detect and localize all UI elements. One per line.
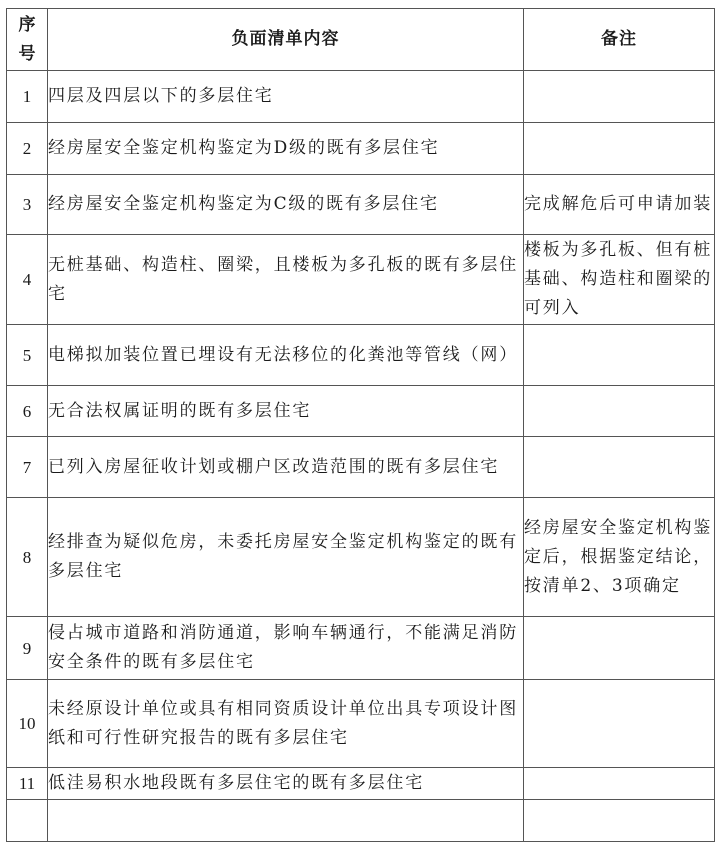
row-number: 1 (7, 71, 48, 123)
row-remark (524, 386, 715, 437)
row-remark: 经房屋安全鉴定机构鉴定后，根据鉴定结论，按清单2、3项确定 (524, 498, 715, 617)
table-row (7, 437, 715, 498)
row-remark (524, 680, 715, 768)
row-remark (524, 71, 715, 123)
row-content: 已列入房屋征收计划或棚户区改造范围的既有多层住宅 (48, 437, 524, 498)
row-number: 7 (7, 437, 48, 498)
row-number: 10 (7, 680, 48, 768)
header-content: 负面清单内容 (48, 9, 524, 71)
row-number: 3 (7, 175, 48, 235)
table-row (7, 768, 715, 800)
table-row (7, 71, 715, 123)
row-number: 9 (7, 617, 48, 680)
row-number: 6 (7, 386, 48, 437)
row-remark (524, 800, 715, 842)
row-content: 低洼易积水地段既有多层住宅的既有多层住宅 (48, 768, 524, 800)
row-remark (524, 437, 715, 498)
row-content: 经房屋安全鉴定机构鉴定为C级的既有多层住宅 (48, 175, 524, 235)
header-remark: 备注 (524, 9, 715, 71)
table-row (7, 680, 715, 768)
row-content: 无桩基础、构造柱、圈梁，且楼板为多孔板的既有多层住宅 (48, 235, 524, 325)
row-content (48, 800, 524, 842)
row-content: 未经原设计单位或具有相同资质设计单位出具专项设计图纸和可行性研究报告的既有多层住宅 (48, 680, 524, 768)
row-remark (524, 617, 715, 680)
row-remark (524, 325, 715, 386)
table-row (7, 617, 715, 680)
table-row (7, 175, 715, 235)
row-number: 11 (7, 768, 48, 800)
row-content: 侵占城市道路和消防通道，影响车辆通行，不能满足消防安全条件的既有多层住宅 (48, 617, 524, 680)
row-number: 8 (7, 498, 48, 617)
row-number: 5 (7, 325, 48, 386)
table-row (7, 123, 715, 175)
row-content: 四层及四层以下的多层住宅 (48, 71, 524, 123)
row-content: 电梯拟加装位置已埋设有无法移位的化粪池等管线（网） (48, 325, 524, 386)
row-content: 无合法权属证明的既有多层住宅 (48, 386, 524, 437)
header-serial-number-line1: 序 (18, 14, 36, 35)
row-number (7, 800, 48, 842)
header-serial-number-line2: 号 (18, 43, 36, 64)
header-row (7, 9, 715, 71)
row-content: 经排查为疑似危房，未委托房屋安全鉴定机构鉴定的既有多层住宅 (48, 498, 524, 617)
table-row (7, 325, 715, 386)
row-number: 2 (7, 123, 48, 175)
row-number: 4 (7, 235, 48, 325)
row-remark: 完成解危后可申请加装 (524, 175, 715, 235)
row-remark (524, 768, 715, 800)
table-row (7, 386, 715, 437)
table-row (7, 235, 715, 325)
header-serial-number (7, 9, 48, 71)
row-content: 经房屋安全鉴定机构鉴定为D级的既有多层住宅 (48, 123, 524, 175)
negative-list-table (6, 8, 715, 842)
row-remark: 楼板为多孔板、但有桩基础、构造柱和圈梁的可列入 (524, 235, 715, 325)
row-remark (524, 123, 715, 175)
table-row-empty (7, 800, 715, 842)
table-row (7, 498, 715, 617)
